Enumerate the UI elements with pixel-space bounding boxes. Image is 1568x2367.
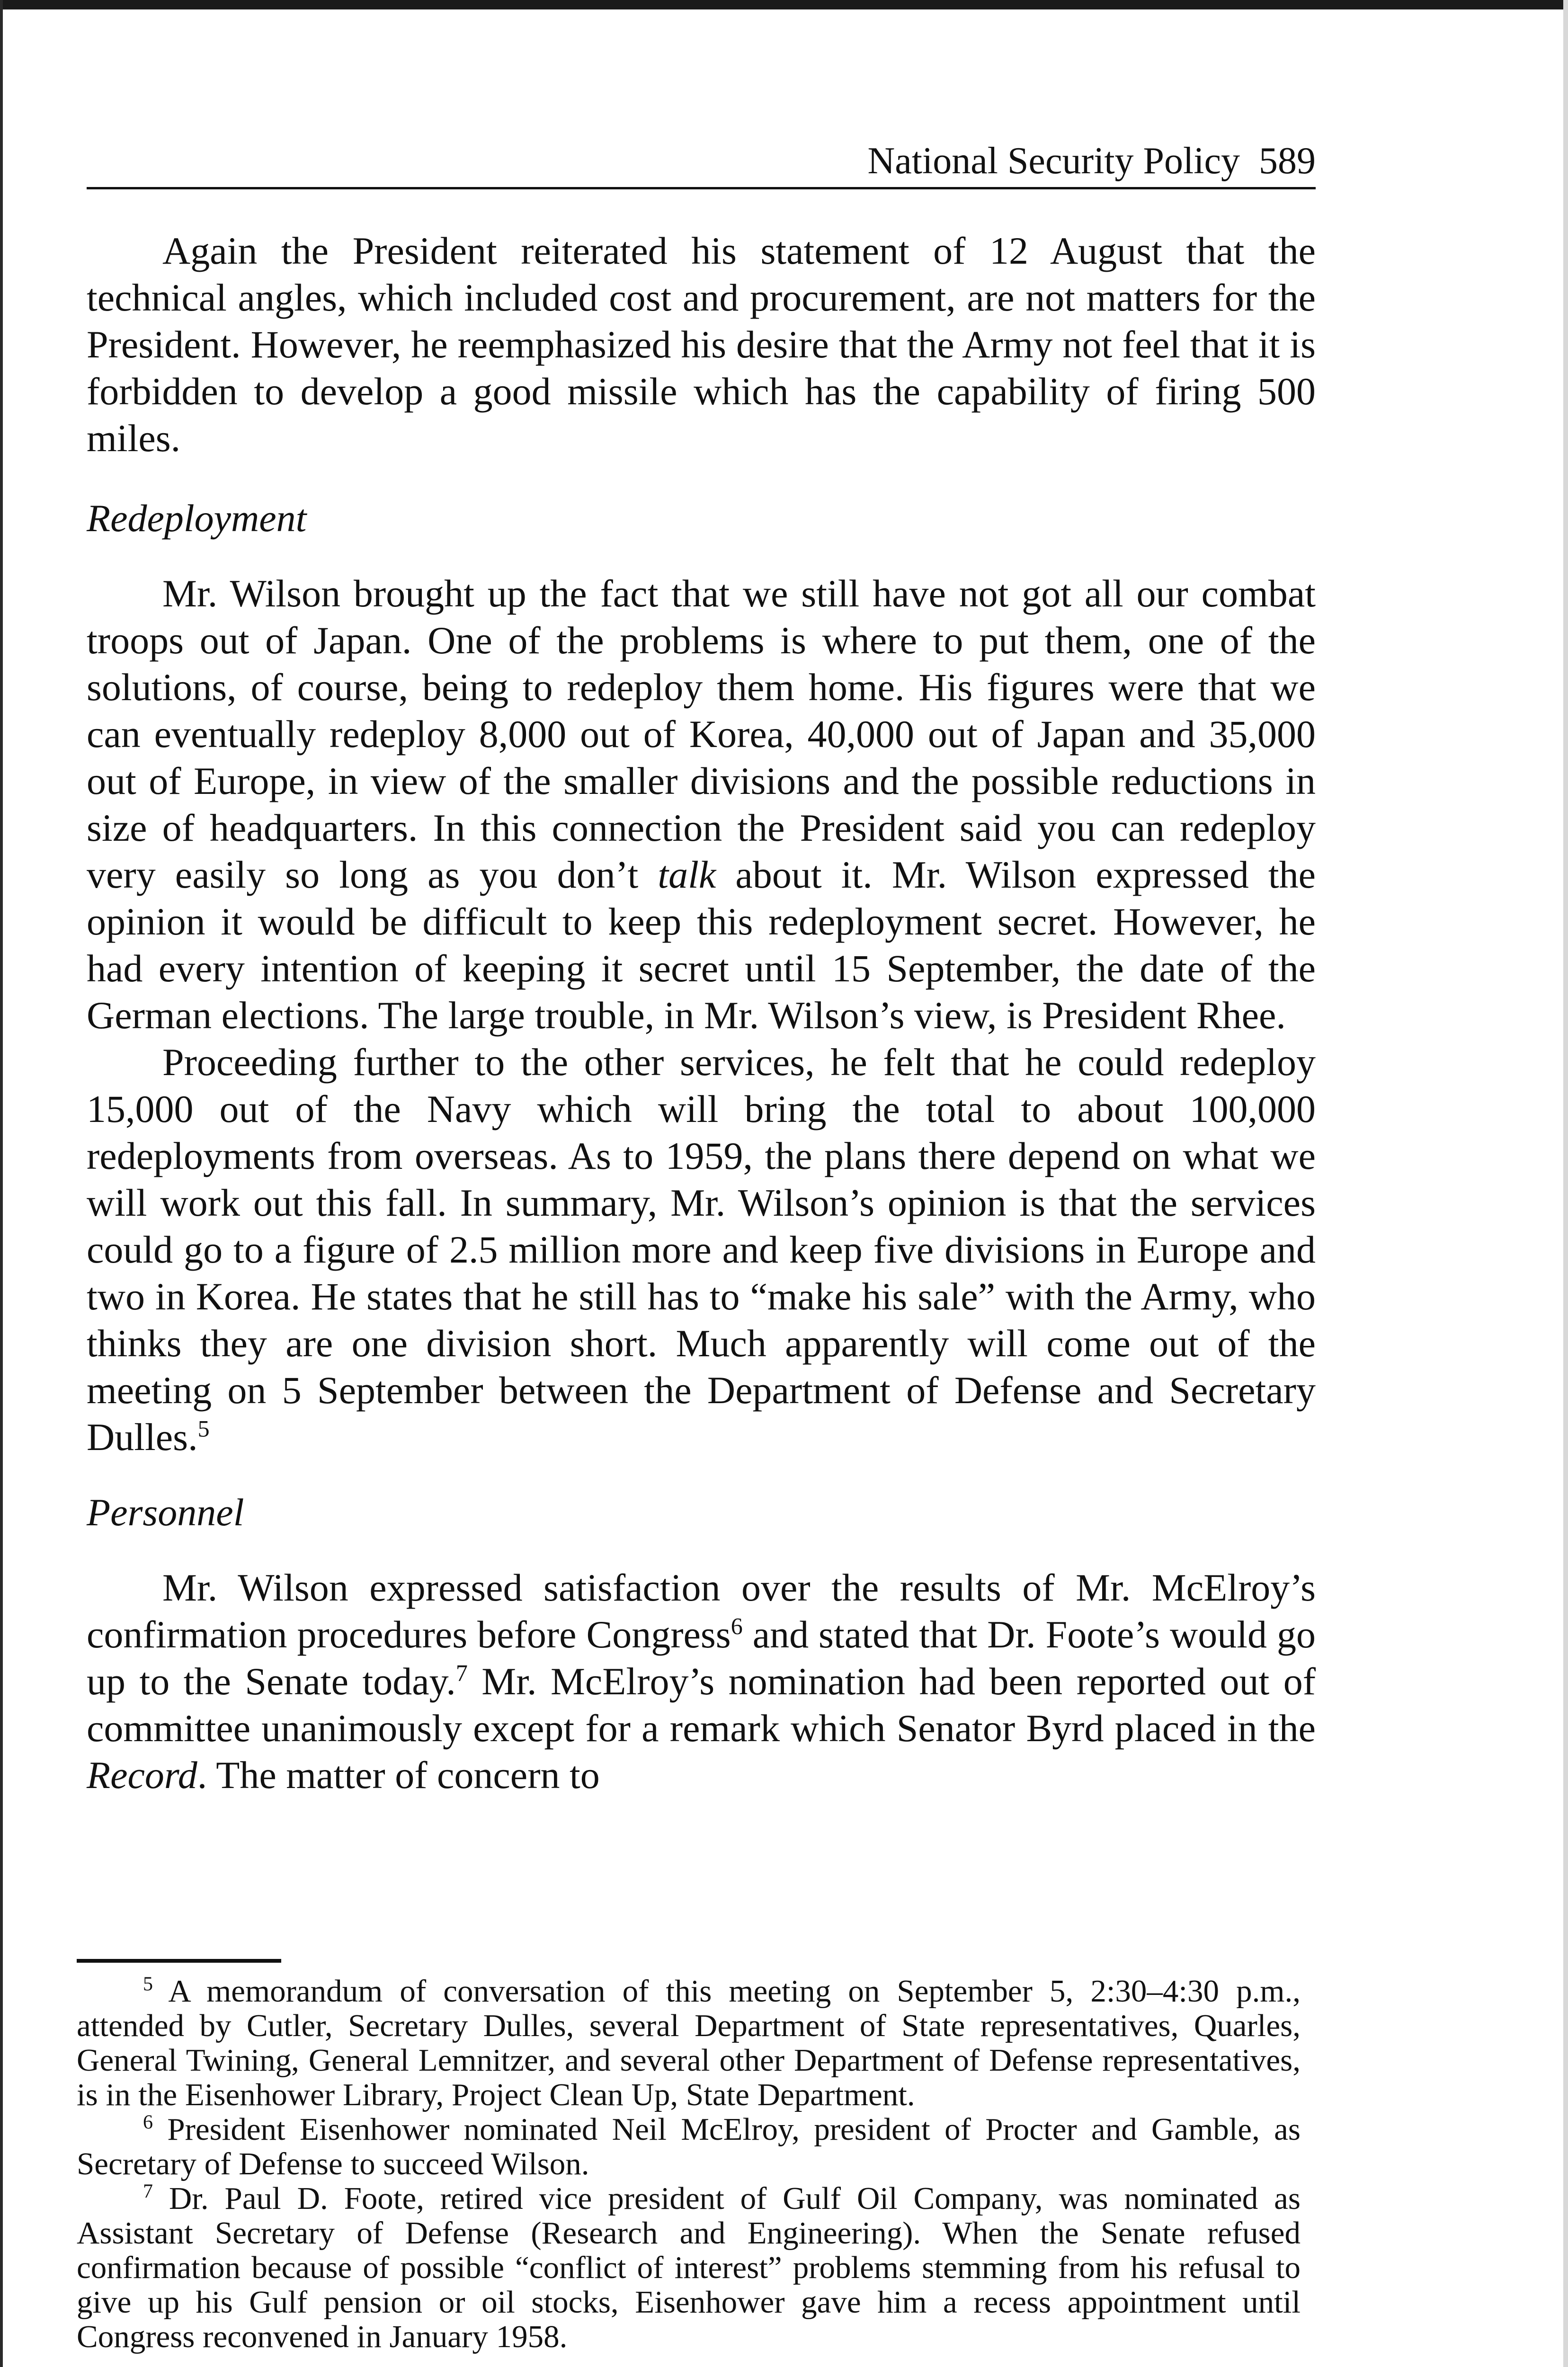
page-number: 589 <box>1259 140 1316 182</box>
main-text <box>87 227 1316 1798</box>
footnote-text: A memorandum of conversation of this meeting on September 5, 2:30–4:30 p.m., attended by Cutler, Secretary Dulles, several Department of State representatives, Quarles, General Twining, General Lemnitzer, and several other Department of Defense representatives, is in the Eisenhower Library, Project Clean Up, State Department. <box>77 1974 1301 2112</box>
paragraph-text: Mr. Wilson expressed satisfaction over the results of Mr. McElroy’s confirmation procedures before Congress <box>87 1566 1316 1656</box>
paragraph-text: Mr. McElroy’s nomination had been reported out of committee unanimously except for a remark which Senator Byrd placed in the <box>87 1660 1316 1750</box>
emphasis-talk: talk <box>658 853 716 896</box>
footnote-6 <box>77 2112 1301 2181</box>
paragraph-text: Mr. Wilson brought up the fact that we still have not got all our combat troops out of Japan. One of the problems is where to put them, one of the solutions, of course, being to redeploy them home. His figures were that we can eventually redeploy 8,000 out of Korea, 40,000 out of Japan and 35,000 out of Europe, in view of the smaller divisions and the possible reductions in size of headquarters. In this connection the President said you can redeploy very easily so long as you don’t <box>87 572 1316 896</box>
footnote-ref-7: 7 <box>455 1659 468 1686</box>
scan-left-edge <box>0 0 3 2367</box>
paragraph-navy <box>87 1039 1316 1460</box>
paragraph-missile: Again the President reiterated his statement of 12 August that the technical angles, which included cost and procurement, are not matters for the President. However, he reemphasized his desire that the Army not feel that it is forbidden to develop a good missile which has the capability of firing 500 miles. <box>87 229 1316 460</box>
footnote-text: Dr. Paul D. Foote, retired vice president of Gulf Oil Company, was nominated as Assistant Secretary of Defense (Research and Engineering). When the Senate refused confirmation because of possible “conflict of interest” problems stemming from his refusal to give up his Gulf pension or oil stocks, Eisenhower gave him a recess appointment until Congress reconvened in January 1958. <box>77 2181 1301 2354</box>
footnote-divider <box>77 1959 281 1963</box>
paragraph-text: Proceeding further to the other services, he felt that he could redeploy 15,000 out of the Navy which will bring the total to about 100,000 redeployments from overseas. As to 1959, the plans there depend on what we will work out this fall. In summary, Mr. Wilson’s opinion is that the services could go to a figure of 2.5 million more and keep five divisions in Europe and two in Korea. He states that he still has to “make his sale” with the Army, who thinks they are one division short. Much apparently will come out of the meeting on 5 September between the Department of Defense and Secretary Dulles. <box>87 1041 1316 1459</box>
footnote-7 <box>77 2181 1301 2354</box>
footnote-text: President Eisenhower nominated Neil McElroy, president of Procter and Gamble, as Secretary of Defense to succeed Wilson. <box>77 2112 1301 2181</box>
footnote-number: 7 <box>143 2180 153 2203</box>
paragraph-text: about it. Mr. Wilson expressed the opinion it would be difficult to keep this redeployment secret. However, he had every intention of keeping it secret until 15 September, the date of the German elections. The large trouble, in Mr. Wilson’s view, is President Rhee. <box>87 853 1316 1037</box>
scan-top-edge <box>0 0 1568 9</box>
section-heading-personnel: Personnel <box>87 1491 244 1534</box>
running-title: National Security Policy <box>867 140 1240 182</box>
footnote-5 <box>77 1974 1301 2112</box>
section-heading-redeployment: Redeployment <box>87 497 307 540</box>
paragraph-text: . The matter of concern to <box>197 1753 600 1797</box>
footnotes <box>77 1974 1301 2354</box>
footnote-ref-6: 6 <box>731 1612 743 1639</box>
footnote-number: 5 <box>143 1973 153 1995</box>
running-header <box>87 135 1316 189</box>
scan-right-edge <box>1563 0 1568 2367</box>
paragraph-personnel <box>87 1564 1316 1798</box>
paragraph-redeployment <box>87 570 1316 1039</box>
emphasis-record: Record <box>87 1753 197 1797</box>
paragraph-text: and stated that Dr. Foote’s would go up to the Senate today. <box>87 1613 1316 1703</box>
footnote-number: 6 <box>143 2111 153 2134</box>
footnote-ref-5: 5 <box>197 1415 210 1442</box>
